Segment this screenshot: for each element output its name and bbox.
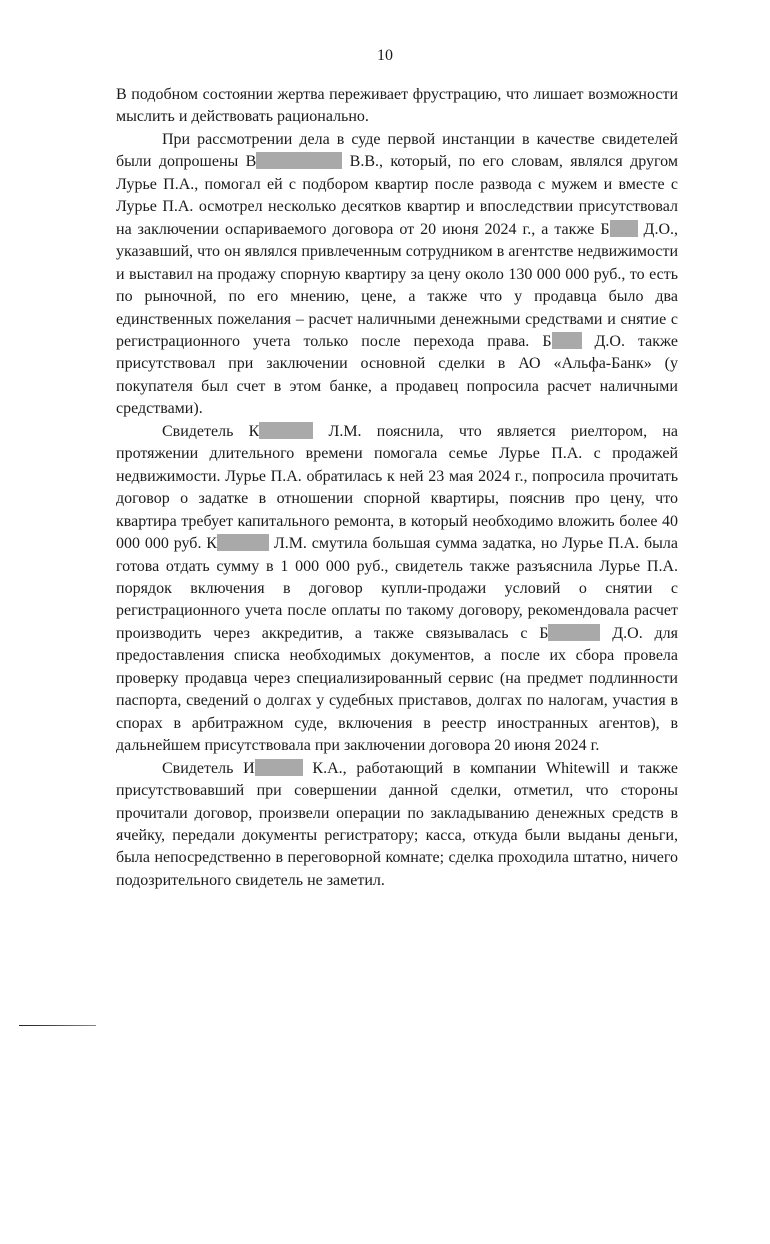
redacted-name: [610, 220, 638, 237]
text-segment: В подобном состоянии жертва переживает фрустрацию, что лишает возможности мыслить и действовать рационально.: [116, 86, 678, 126]
redacted-name: [552, 332, 582, 349]
body-text: [116, 84, 678, 892]
text-segment: Свидетель И: [162, 759, 255, 777]
text-segment: Л.М. пояснила, что является риелтором, на протяжении длительного времени помогала семье Лурье П.А. с продажей недвижимости. Лурье П.А. обратилась к ней 23 мая 2024 г., попросила прочитать договор о задатке в отношении спорной квартиры, пояснив про цену, что квартира требует капитального ремонта, в который необходимо вложить более 40 000 000 руб. К: [116, 422, 679, 553]
text-segment: Д.О., указавший, что он являлся привлеченным сотрудником в агентстве недвижимости и выставил на продажу спорную квартиру за цену около 130 000 000 руб., то есть по рыночной, по его мнению, цене, а также что у продавца было два единственных пожелания – расчет наличными денежными средствами и снятие с регистрационного учета только после перехода права. Б: [116, 220, 678, 350]
text-segment: Д.О. также присутствовал при заключении основной сделки в АО «Альфа-Банк» (у покупателя был счет в этом банке, а продавец попросила расчет наличными средствами).: [116, 332, 678, 418]
paragraph-4: [116, 758, 678, 893]
redacted-name: [255, 759, 303, 776]
text-segment: В.В., который, по его словам, являлся другом Лурье П.А., помогал ей с подбором квартир после развода с мужем и вместе с Лурье П.А. осмотрел несколько десятков квартир и впоследствии присутствовал на заключении оспариваемого договора от 20 июня 2024 г., а также Б: [116, 153, 678, 238]
redacted-name: [259, 422, 313, 439]
page-number: 10: [377, 47, 393, 64]
paragraph-3: [116, 421, 678, 758]
redacted-name: [217, 534, 269, 551]
text-segment: При рассмотрении дела в суде первой инстанции в качестве свидетелей были допрошены В: [116, 130, 678, 171]
text-segment: К.А., работающий в компании Whitewill и также присутствовавший при совершении данной сделки, отметил, что стороны прочитали договор, произвели операции по закладыванию денежных средств в ячейку, передали документы регистратору; касса, откуда были выданы деньги, была непосредственно в переговорной комнате; сделка проходила штатно, ничего подозрительного свидетель не заметил.: [116, 759, 679, 889]
paragraph-1: [116, 84, 678, 129]
text-segment: Л.М. смутила большая сумма задатка, но Лурье П.А. была готова отдать сумму в 1 000 000 руб., свидетель также разъяснила Лурье П.А. порядок включения в договор купли-продажи условий о снятии с регистрационного учета после оплаты по такому договору, рекомендовала расчет производить через аккредитив, а также связывалась с Б: [116, 535, 678, 642]
text-segment: Свидетель К: [162, 422, 260, 440]
text-segment: Д.О. для предоставления списка необходимых документов, а после их сбора провела проверку продавца через специализированный сервис (на предмет подлинности паспорта, сведений о долгах у судебных приставов, долгах по налогам, участия в спорах в арбитражном суде, включения в реестр иностранных агентов), в дальнейшем присутствовала при заключении договора 20 июня 2024 г.: [116, 624, 678, 755]
redacted-name: [256, 152, 342, 169]
paragraph-2: [116, 129, 678, 421]
redacted-name: [548, 624, 600, 641]
footnote-separator: [19, 1025, 96, 1026]
